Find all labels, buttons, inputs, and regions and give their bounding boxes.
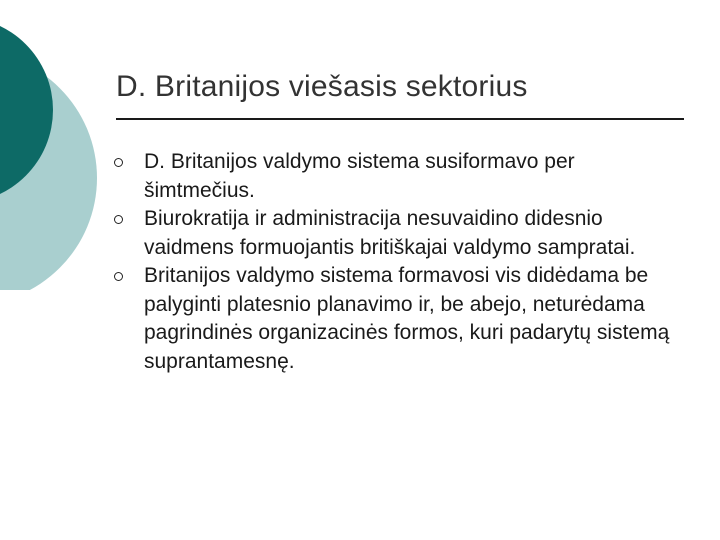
decorative-circles — [0, 0, 110, 290]
bullet-text: Biurokratija ir administracija nesuvaidino didesnio vaidmens formuojantis britiškajai valdymo sampratai. — [144, 207, 636, 259]
hollow-circle-bullet-icon — [114, 158, 123, 167]
bullet-text: D. Britanijos valdymo sistema susiformavo per šimtmečius. — [144, 150, 575, 202]
hollow-circle-bullet-icon — [114, 215, 123, 224]
bullet-text: Britanijos valdymo sistema formavosi vis didėdama be palyginti platesnio planavimo ir, be abejo, neturėdama pagrindinės organizacinės formos, kuri padarytų sistemą suprantamesnę. — [144, 264, 670, 373]
bullet-item — [114, 262, 684, 376]
slide-title: D. Britanijos viešasis sektorius — [116, 70, 528, 103]
bullet-item — [114, 205, 684, 262]
title-underline — [116, 118, 684, 120]
hollow-circle-bullet-icon — [114, 272, 123, 281]
bullet-list — [114, 148, 684, 376]
bullet-item — [114, 148, 684, 205]
